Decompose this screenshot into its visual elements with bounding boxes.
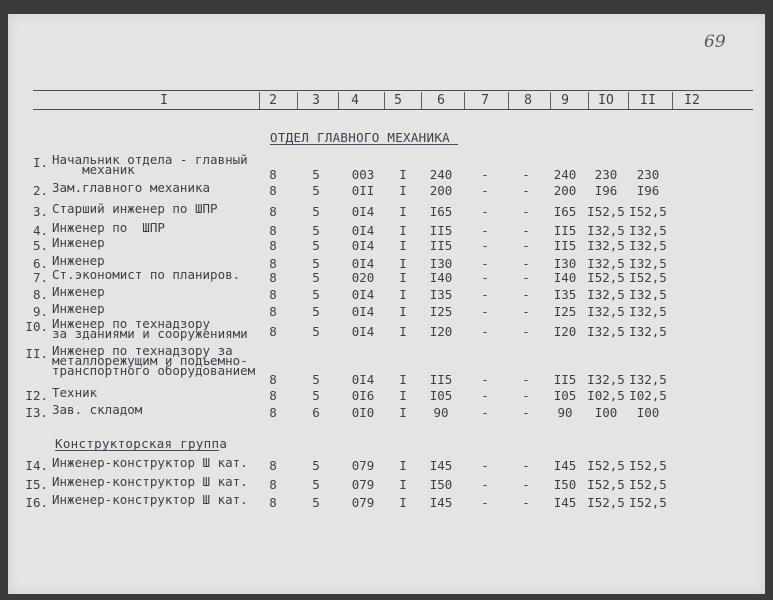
cell-col-5: I <box>399 477 407 492</box>
cell-col-2: 8 <box>269 287 277 302</box>
section-title-underline <box>55 450 219 451</box>
cell-col-8: - <box>522 256 530 271</box>
column-header-8: 8 <box>524 93 532 108</box>
column-separator <box>550 92 551 109</box>
cell-col-9: I65 <box>553 204 577 219</box>
cell-col-11: I52,5 <box>629 458 667 473</box>
cell-col-3: 5 <box>312 304 320 319</box>
cell-col-8: - <box>522 388 530 403</box>
cell-col-4: 0I4 <box>351 238 375 253</box>
cell-col-9: I45 <box>553 495 577 510</box>
row-number: 8. <box>32 287 48 302</box>
column-separator <box>464 92 465 109</box>
column-header-4: 4 <box>351 93 359 108</box>
row-number: II. <box>25 346 48 361</box>
column-separator <box>628 92 629 109</box>
cell-col-3: 5 <box>312 388 320 403</box>
cell-col-3: 6 <box>312 405 320 420</box>
column-separator <box>297 92 298 109</box>
cell-col-10: I52,5 <box>587 270 625 285</box>
cell-col-11: I52,5 <box>629 477 667 492</box>
cell-col-6: I25 <box>429 304 453 319</box>
cell-col-11: I32,5 <box>629 256 667 271</box>
cell-col-8: - <box>522 287 530 302</box>
cell-col-7: - <box>481 256 489 271</box>
cell-col-8: - <box>522 304 530 319</box>
cell-col-9: 200 <box>553 183 577 198</box>
cell-col-4: 079 <box>351 458 375 473</box>
column-separator <box>384 92 385 109</box>
cell-col-8: - <box>522 204 530 219</box>
cell-col-11: I02,5 <box>629 388 667 403</box>
cell-col-6: I40 <box>429 270 453 285</box>
column-separator <box>338 92 339 109</box>
cell-col-4: 0I4 <box>351 256 375 271</box>
cell-col-7: - <box>481 223 489 238</box>
cell-col-8: - <box>522 372 530 387</box>
cell-col-5: I <box>399 270 407 285</box>
cell-col-4: 079 <box>351 495 375 510</box>
cell-col-2: 8 <box>269 458 277 473</box>
cell-col-3: 5 <box>312 495 320 510</box>
position-title: Зам.главного механика <box>52 180 211 195</box>
cell-col-5: I <box>399 458 407 473</box>
cell-col-4: 020 <box>351 270 375 285</box>
cell-col-9: II5 <box>553 372 577 387</box>
cell-col-9: 90 <box>557 405 573 420</box>
column-header-10: IO <box>598 93 614 108</box>
position-title: Инженер <box>52 301 105 316</box>
cell-col-9: II5 <box>553 223 577 238</box>
cell-col-11: I32,5 <box>629 304 667 319</box>
cell-col-2: 8 <box>269 304 277 319</box>
cell-col-9: I40 <box>553 270 577 285</box>
column-separator <box>508 92 509 109</box>
column-header-2: 2 <box>269 93 277 108</box>
cell-col-7: - <box>481 458 489 473</box>
cell-col-3: 5 <box>312 458 320 473</box>
cell-col-6: 240 <box>429 167 453 182</box>
cell-col-7: - <box>481 304 489 319</box>
cell-col-11: 230 <box>636 167 660 182</box>
cell-col-11: I52,5 <box>629 495 667 510</box>
cell-col-10: I32,5 <box>587 324 625 339</box>
cell-col-8: - <box>522 495 530 510</box>
cell-col-3: 5 <box>312 204 320 219</box>
cell-col-6: I05 <box>429 388 453 403</box>
position-title: Ст.экономист по планиров. <box>52 267 241 282</box>
position-title: Старший инженер по ШПР <box>52 201 218 216</box>
cell-col-10: I52,5 <box>587 477 625 492</box>
column-separator <box>672 92 673 109</box>
cell-col-4: 0I4 <box>351 287 375 302</box>
cell-col-2: 8 <box>269 324 277 339</box>
cell-col-9: I05 <box>553 388 577 403</box>
cell-col-7: - <box>481 372 489 387</box>
cell-col-5: I <box>399 287 407 302</box>
cell-col-6: I20 <box>429 324 453 339</box>
cell-col-9: 240 <box>553 167 577 182</box>
cell-col-10: I32,5 <box>587 372 625 387</box>
cell-col-8: - <box>522 223 530 238</box>
cell-col-9: I35 <box>553 287 577 302</box>
header-bottom-rule <box>33 109 753 110</box>
column-header-12: I2 <box>684 93 700 108</box>
cell-col-4: 0I6 <box>351 388 375 403</box>
cell-col-2: 8 <box>269 495 277 510</box>
cell-col-6: II5 <box>429 223 453 238</box>
cell-col-8: - <box>522 477 530 492</box>
cell-col-8: - <box>522 183 530 198</box>
cell-col-2: 8 <box>269 223 277 238</box>
cell-col-4: 0I4 <box>351 324 375 339</box>
cell-col-8: - <box>522 167 530 182</box>
cell-col-10: I32,5 <box>587 304 625 319</box>
cell-col-7: - <box>481 204 489 219</box>
row-number: I3. <box>25 405 48 420</box>
cell-col-4: 0I4 <box>351 304 375 319</box>
cell-col-7: - <box>481 183 489 198</box>
cell-col-5: I <box>399 372 407 387</box>
cell-col-11: I32,5 <box>629 324 667 339</box>
cell-col-3: 5 <box>312 223 320 238</box>
cell-col-4: 0I4 <box>351 223 375 238</box>
section-title-underline <box>270 144 458 145</box>
cell-col-6: 200 <box>429 183 453 198</box>
cell-col-9: I45 <box>553 458 577 473</box>
position-title: Инженер <box>52 235 105 250</box>
cell-col-6: I45 <box>429 458 453 473</box>
cell-col-9: I50 <box>553 477 577 492</box>
position-title: Инженер-конструктор Ш кат. <box>52 492 248 507</box>
row-number: I2. <box>25 388 48 403</box>
cell-col-10: I52,5 <box>587 495 625 510</box>
position-title: Инженер <box>52 284 105 299</box>
document-page <box>8 14 765 594</box>
cell-col-11: I00 <box>636 405 660 420</box>
column-header-5: 5 <box>394 93 402 108</box>
row-number: 5. <box>32 238 48 253</box>
cell-col-3: 5 <box>312 372 320 387</box>
column-separator <box>259 92 260 109</box>
row-number: I0. <box>25 319 48 334</box>
cell-col-10: I32,5 <box>587 223 625 238</box>
cell-col-7: - <box>481 477 489 492</box>
position-title: Инженер по технадзору за металлорежущим и подъемно- транспортного оборудованием <box>52 343 256 378</box>
position-title: Инженер-конструктор Ш кат. <box>52 474 248 489</box>
row-number: 3. <box>32 204 48 219</box>
cell-col-4: 0I4 <box>351 204 375 219</box>
column-header-3: 3 <box>312 93 320 108</box>
cell-col-6: 90 <box>433 405 449 420</box>
cell-col-9: II5 <box>553 238 577 253</box>
cell-col-5: I <box>399 495 407 510</box>
cell-col-11: I52,5 <box>629 204 667 219</box>
row-number: 2. <box>32 183 48 198</box>
cell-col-8: - <box>522 270 530 285</box>
cell-col-10: I00 <box>594 405 618 420</box>
cell-col-7: - <box>481 405 489 420</box>
cell-col-9: I30 <box>553 256 577 271</box>
row-number: 6. <box>32 256 48 271</box>
cell-col-7: - <box>481 495 489 510</box>
cell-col-2: 8 <box>269 256 277 271</box>
cell-col-8: - <box>522 324 530 339</box>
column-header-1: I <box>160 93 168 108</box>
page-number: 69 <box>704 32 726 52</box>
cell-col-6: I65 <box>429 204 453 219</box>
cell-col-5: I <box>399 167 407 182</box>
cell-col-10: I02,5 <box>587 388 625 403</box>
cell-col-7: - <box>481 167 489 182</box>
cell-col-3: 5 <box>312 167 320 182</box>
cell-col-7: - <box>481 270 489 285</box>
cell-col-3: 5 <box>312 324 320 339</box>
cell-col-4: 0I4 <box>351 372 375 387</box>
cell-col-7: - <box>481 324 489 339</box>
cell-col-8: - <box>522 458 530 473</box>
cell-col-10: I32,5 <box>587 238 625 253</box>
position-title: Начальник отдела - главный механик <box>52 152 248 177</box>
row-number: I4. <box>25 458 48 473</box>
cell-col-11: I32,5 <box>629 372 667 387</box>
cell-col-8: - <box>522 405 530 420</box>
cell-col-5: I <box>399 183 407 198</box>
cell-col-11: I32,5 <box>629 238 667 253</box>
position-title: Инженер по ШПР <box>52 220 165 235</box>
cell-col-3: 5 <box>312 238 320 253</box>
cell-col-3: 5 <box>312 477 320 492</box>
cell-col-7: - <box>481 388 489 403</box>
cell-col-7: - <box>481 287 489 302</box>
row-number: 9. <box>32 304 48 319</box>
cell-col-2: 8 <box>269 204 277 219</box>
row-number: 4. <box>32 223 48 238</box>
cell-col-6: II5 <box>429 372 453 387</box>
cell-col-5: I <box>399 256 407 271</box>
cell-col-5: I <box>399 405 407 420</box>
cell-col-10: I32,5 <box>587 287 625 302</box>
cell-col-7: - <box>481 238 489 253</box>
cell-col-2: 8 <box>269 183 277 198</box>
position-title: Техник <box>52 385 98 400</box>
cell-col-4: 0I0 <box>351 405 375 420</box>
cell-col-5: I <box>399 204 407 219</box>
cell-col-3: 5 <box>312 287 320 302</box>
section-title-design-group: Конструкторская группа <box>55 436 228 451</box>
position-title: Зав. складом <box>52 402 143 417</box>
column-header-7: 7 <box>481 93 489 108</box>
cell-col-2: 8 <box>269 477 277 492</box>
cell-col-5: I <box>399 304 407 319</box>
cell-col-10: 230 <box>594 167 618 182</box>
cell-col-2: 8 <box>269 405 277 420</box>
cell-col-10: I96 <box>594 183 618 198</box>
cell-col-10: I32,5 <box>587 256 625 271</box>
cell-col-6: I30 <box>429 256 453 271</box>
column-header-6: 6 <box>437 93 445 108</box>
cell-col-5: I <box>399 223 407 238</box>
cell-col-6: I50 <box>429 477 453 492</box>
cell-col-6: I45 <box>429 495 453 510</box>
cell-col-10: I52,5 <box>587 458 625 473</box>
cell-col-3: 5 <box>312 183 320 198</box>
cell-col-5: I <box>399 388 407 403</box>
cell-col-5: I <box>399 324 407 339</box>
cell-col-11: I32,5 <box>629 287 667 302</box>
cell-col-11: I52,5 <box>629 270 667 285</box>
section-title-main: ОТДЕЛ ГЛАВНОГО МЕХАНИКА <box>270 130 450 145</box>
position-title: Инженер <box>52 253 105 268</box>
cell-col-11: I32,5 <box>629 223 667 238</box>
header-top-rule <box>33 90 753 91</box>
cell-col-10: I52,5 <box>587 204 625 219</box>
cell-col-5: I <box>399 238 407 253</box>
cell-col-8: - <box>522 238 530 253</box>
cell-col-2: 8 <box>269 388 277 403</box>
column-separator <box>421 92 422 109</box>
row-number: I5. <box>25 477 48 492</box>
position-title: Инженер по технадзору за зданиями и сооружениями <box>52 316 248 341</box>
column-header-9: 9 <box>561 93 569 108</box>
row-number: I6. <box>25 495 48 510</box>
cell-col-4: 003 <box>351 167 375 182</box>
cell-col-3: 5 <box>312 270 320 285</box>
position-title: Инженер-конструктор Ш кат. <box>52 455 248 470</box>
cell-col-2: 8 <box>269 372 277 387</box>
row-number: 7. <box>32 270 48 285</box>
column-header-11: II <box>640 93 656 108</box>
column-separator <box>588 92 589 109</box>
row-number: I. <box>32 155 48 170</box>
cell-col-9: I25 <box>553 304 577 319</box>
cell-col-4: 079 <box>351 477 375 492</box>
cell-col-2: 8 <box>269 167 277 182</box>
cell-col-6: II5 <box>429 238 453 253</box>
cell-col-11: I96 <box>636 183 660 198</box>
cell-col-3: 5 <box>312 256 320 271</box>
cell-col-6: I35 <box>429 287 453 302</box>
cell-col-4: 0II <box>351 183 375 198</box>
cell-col-2: 8 <box>269 270 277 285</box>
cell-col-2: 8 <box>269 238 277 253</box>
cell-col-9: I20 <box>553 324 577 339</box>
